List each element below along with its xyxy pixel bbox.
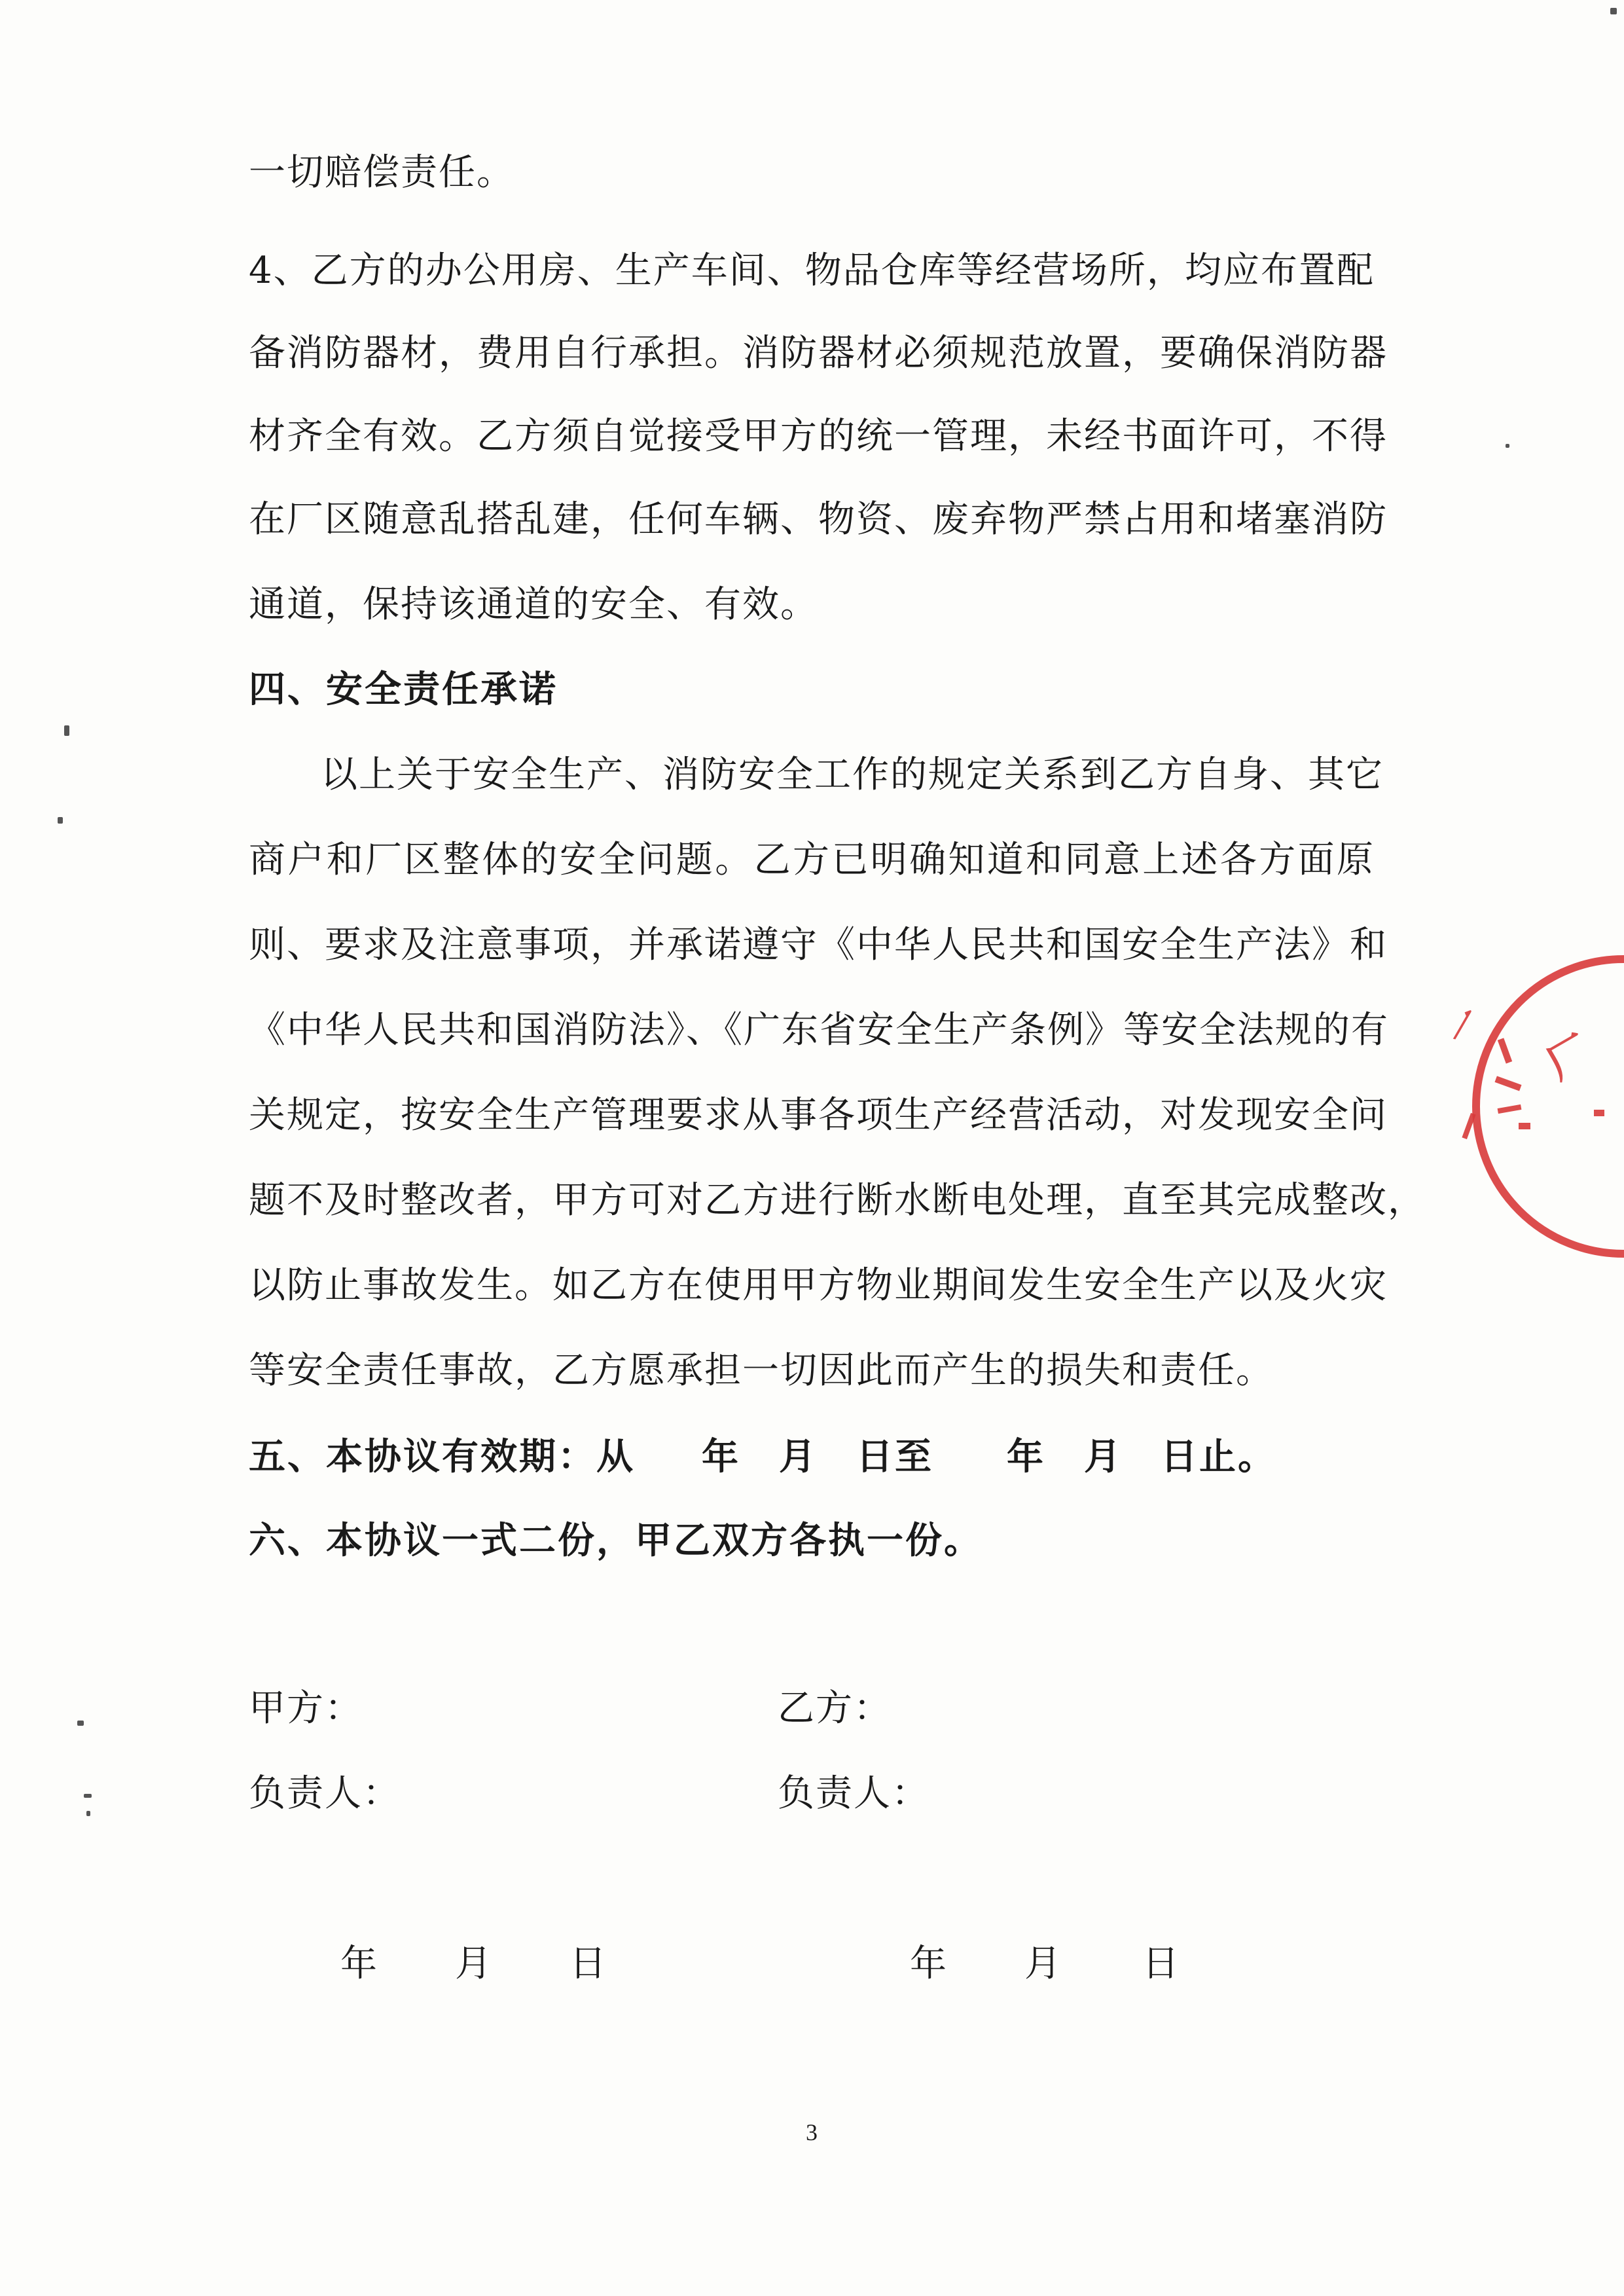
section-6: 六、本协议一式二份，甲乙双方各执一份。: [249, 1520, 983, 1562]
section-5-year-1: 年: [702, 1436, 740, 1478]
section-5-month-2: 月: [1084, 1436, 1123, 1478]
party-a-date-month: 月: [455, 1942, 492, 1985]
party-a-person: 负责人：: [249, 1772, 401, 1815]
party-b-label: 乙方：: [778, 1687, 892, 1730]
body-line-6: 通道，保持该通道的安全、有效。: [249, 583, 818, 626]
party-a-date-day: 日: [569, 1942, 606, 1985]
party-b-date-year: 年: [910, 1942, 947, 1985]
party-b-person: 负责人：: [778, 1772, 929, 1815]
section-4-heading: 四、安全责任承诺: [249, 668, 558, 711]
section-4-line-8: 等安全责任事故，乙方愿承担一切因此而产生的损失和责任。: [249, 1349, 1274, 1392]
body-line-5: 在厂区随意乱搭乱建，任何车辆、物资、废弃物严禁占用和堵塞消防: [249, 498, 1388, 541]
svg-text:一: 一: [1437, 1000, 1492, 1052]
party-a-label: 甲方：: [249, 1687, 363, 1730]
body-line-3: 备消防器材，费用自行承担。消防器材必须规范放置，要确保消防器: [249, 332, 1388, 374]
svg-text:厂: 厂: [1539, 1026, 1600, 1089]
party-a-date-year: 年: [340, 1942, 377, 1985]
scan-mark: [1506, 444, 1509, 448]
section-5-day-to: 日至: [856, 1436, 933, 1478]
body-line-4: 材齐全有效。乙方须自觉接受甲方的统一管理，未经书面许可，不得: [249, 415, 1388, 458]
section-5-day-end: 日止。: [1161, 1436, 1276, 1478]
scan-mark: [77, 1721, 84, 1726]
body-line-2: 4、乙方的办公用房、生产车间、物品仓库等经营场所，均应布置配: [249, 249, 1375, 292]
page-number: 3: [806, 2119, 818, 2145]
scan-mark: [64, 725, 69, 736]
scan-mark: [1610, 8, 1617, 14]
party-b-date-day: 日: [1142, 1942, 1179, 1985]
section-4-line-7: 以防止事故发生。如乙方在使用甲方物业期间发生安全生产以及火灾: [249, 1264, 1388, 1307]
scan-mark: [84, 1794, 92, 1798]
scan-mark: [86, 1811, 90, 1816]
party-b-date-month: 月: [1024, 1942, 1061, 1985]
scan-mark: [58, 817, 63, 824]
section-4-line-4: 《中华人民共和国消防法》、《广东省安全生产条例》等安全法规的有: [249, 1009, 1389, 1051]
section-4-line-2: 商户和厂区整体的安全问题。乙方已明确知道和同意上述各方面原: [249, 839, 1375, 881]
section-4-line-3: 则、要求及注意事项，并承诺遵守《中华人民共和国安全生产法》和: [249, 924, 1388, 966]
body-line-1: 一切赔偿责任。: [249, 151, 514, 194]
section-4-line-1: 以上关于安全生产、消防安全工作的规定关系到乙方自身、其它: [321, 754, 1384, 796]
section-5-year-2: 年: [1007, 1436, 1045, 1478]
section-4-line-6: 题不及时整改者，甲方可对乙方进行断水断电处理，直至其完成整改，: [249, 1179, 1426, 1222]
section-5-prefix: 五、本协议有效期：从: [249, 1436, 635, 1478]
section-4-line-5: 关规定，按安全生产管理要求从事各项生产经营活动，对发现安全问: [249, 1094, 1388, 1137]
section-5-month-1: 月: [779, 1436, 818, 1478]
official-seal-stamp: [1427, 949, 1624, 1264]
